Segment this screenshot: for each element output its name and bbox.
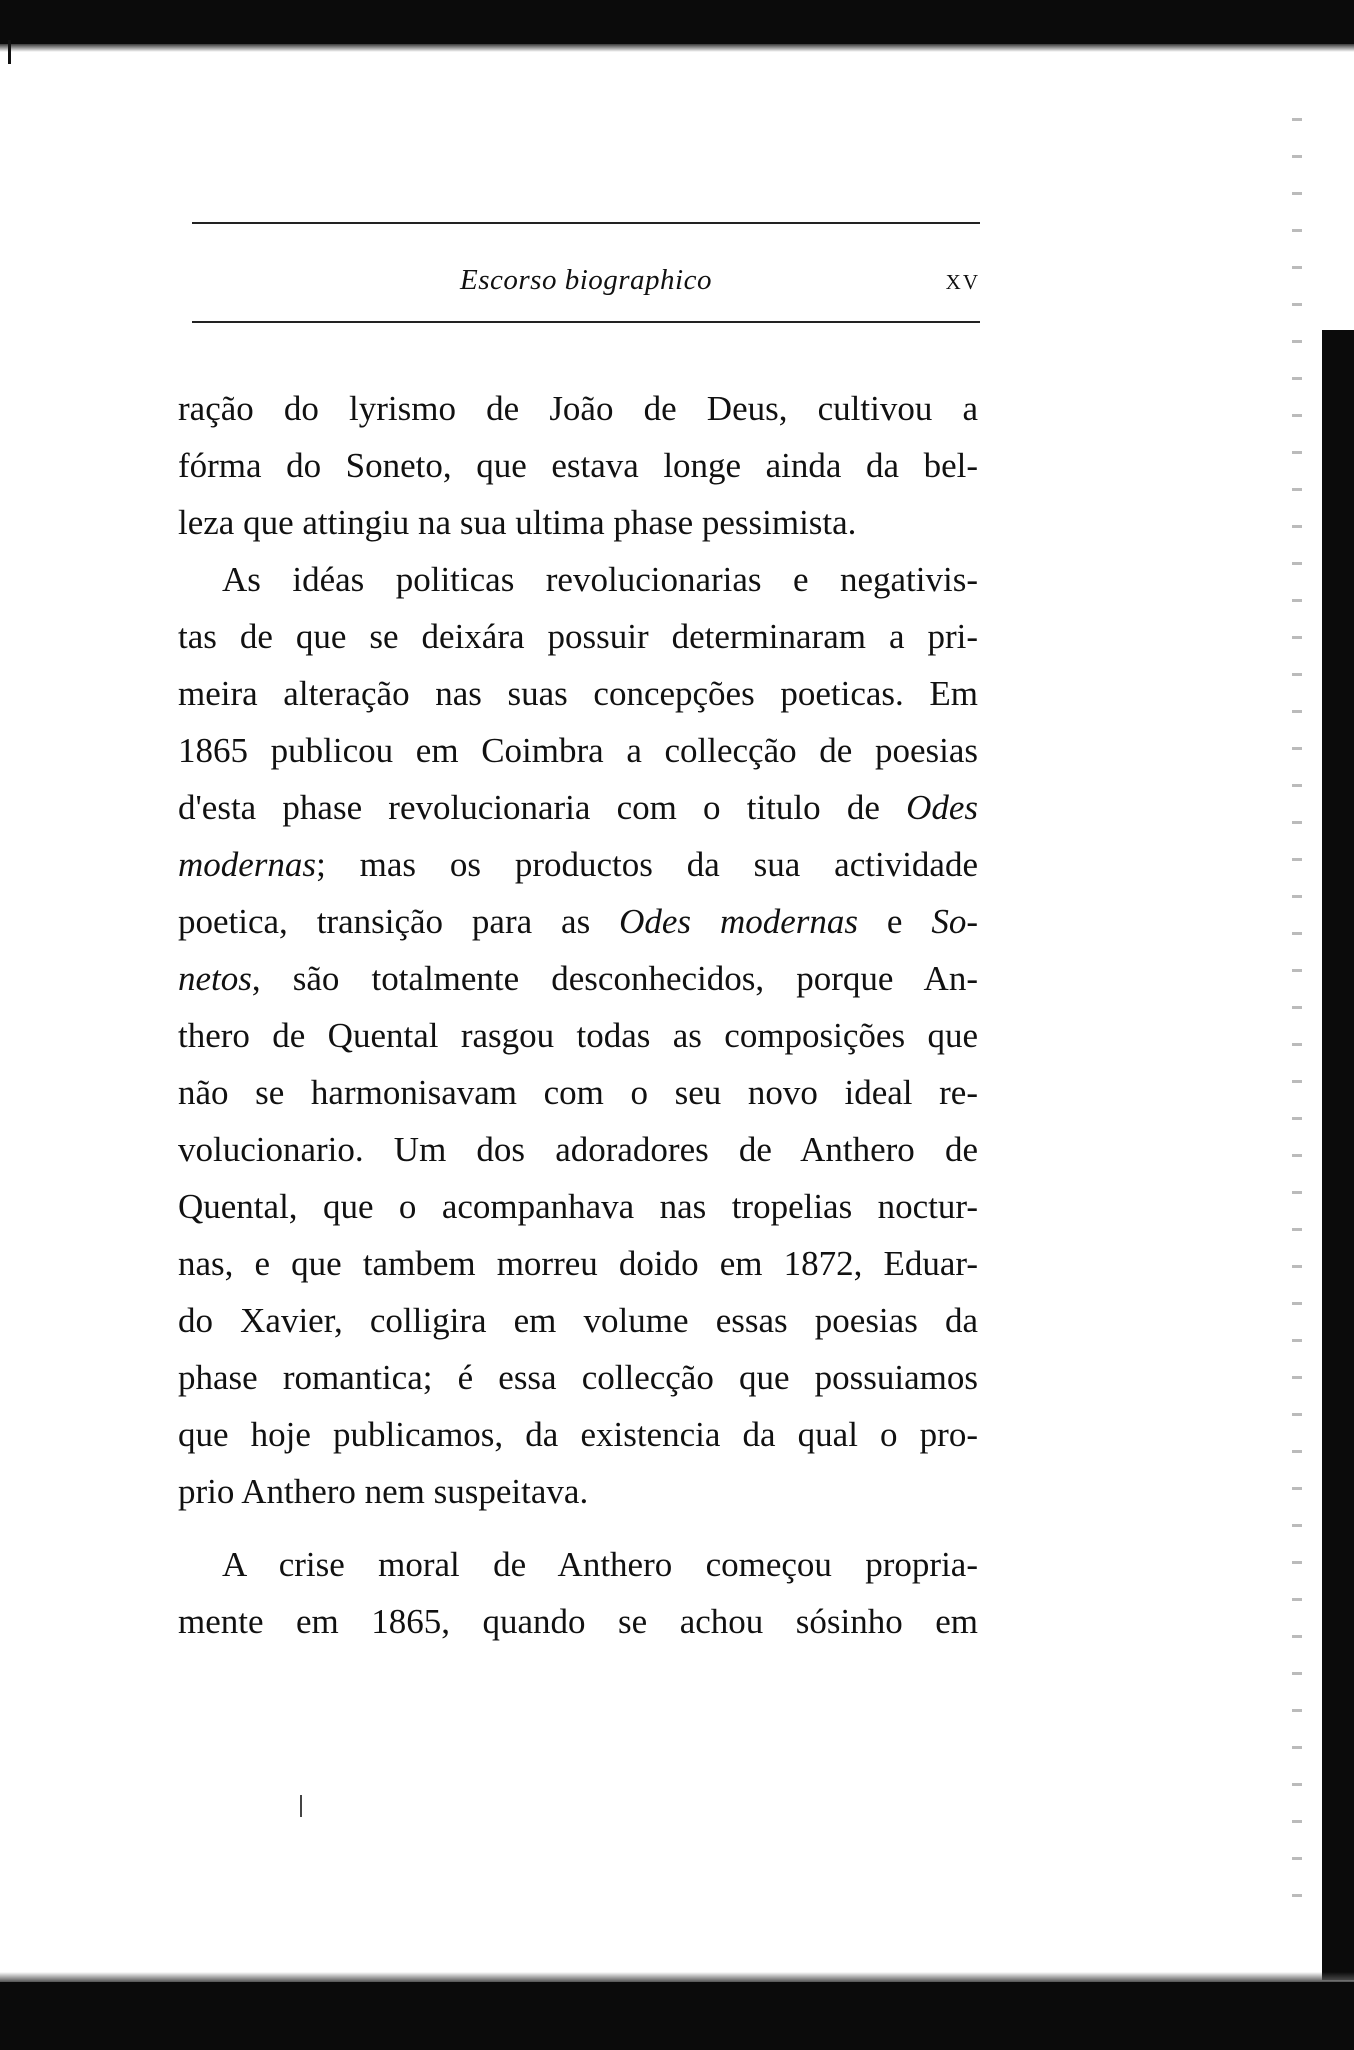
text-line: Quental, que o acompanhava nas tropelias noctur- <box>178 1187 978 1226</box>
text-line: 1865 publicou em Coimbra a collecção de poesias <box>178 731 978 770</box>
text-run: poetica, transição para as <box>178 902 620 941</box>
page-number: xv <box>945 263 980 296</box>
text-line: fórma do Soneto, que estava longe ainda da bel- <box>178 446 978 485</box>
text-line: mente em 1865, quando se achou sósinho em <box>178 1602 978 1641</box>
text-line: volucionario. Um dos adoradores de Anthero de <box>178 1130 978 1169</box>
text-line: prio Anthero nem suspeitava. <box>178 1472 589 1511</box>
scan-border-bottom <box>0 1982 1354 2050</box>
book-title: Odes modernas <box>619 902 858 941</box>
body-text <box>178 380 978 1650</box>
scan-edge-noise <box>1292 100 1302 1900</box>
running-title: Escorso biographico <box>460 264 712 296</box>
book-title: modernas <box>178 845 317 884</box>
text-run: e <box>858 902 932 941</box>
text-line: tas de que se deixára possuir determinaram a pri- <box>178 617 978 656</box>
text-line <box>178 950 978 1007</box>
text-line: que hoje publicamos, da existencia da qual o pro- <box>178 1415 978 1454</box>
text-line: não se harmonisavam com o seu novo ideal re- <box>178 1073 978 1112</box>
scan-mark <box>8 40 11 64</box>
scan-border-right <box>1322 330 1354 1980</box>
text-run: , são totalmente desconhecidos, porque An- <box>251 959 978 998</box>
text-line: meira alteração nas suas concepções poeticas. Em <box>178 674 978 713</box>
text-line <box>178 893 978 950</box>
text-line: leza que attingiu na sua ultima phase pessimista. <box>178 503 857 542</box>
text-run: ; mas os productos da sua actividade <box>316 845 978 884</box>
header-rule-top <box>192 222 980 224</box>
text-line: nas, e que tambem morreu doido em 1872, Eduar- <box>178 1244 978 1283</box>
text-line: thero de Quental rasgou todas as composições que <box>178 1016 978 1055</box>
scan-border-top <box>0 0 1354 44</box>
text-line: As idéas politicas revolucionarias e negativis- <box>222 560 978 599</box>
text-line <box>178 779 978 836</box>
text-line <box>178 836 978 893</box>
scan-speck <box>300 1795 302 1817</box>
text-line: phase romantica; é essa collecção que possuiamos <box>178 1358 978 1397</box>
book-title: So- <box>931 902 978 941</box>
text-line: ração do lyrismo de João de Deus, cultivou a <box>178 389 978 428</box>
book-title: Odes <box>906 788 978 827</box>
text-line: do Xavier, colligira em volume essas poesias da <box>178 1301 978 1340</box>
text-run: d'esta phase revolucionaria com o titulo de <box>178 788 907 827</box>
text-line: A crise moral de Anthero começou propria- <box>222 1545 978 1584</box>
book-title: netos <box>178 959 252 998</box>
header-rule-bottom <box>192 321 980 323</box>
